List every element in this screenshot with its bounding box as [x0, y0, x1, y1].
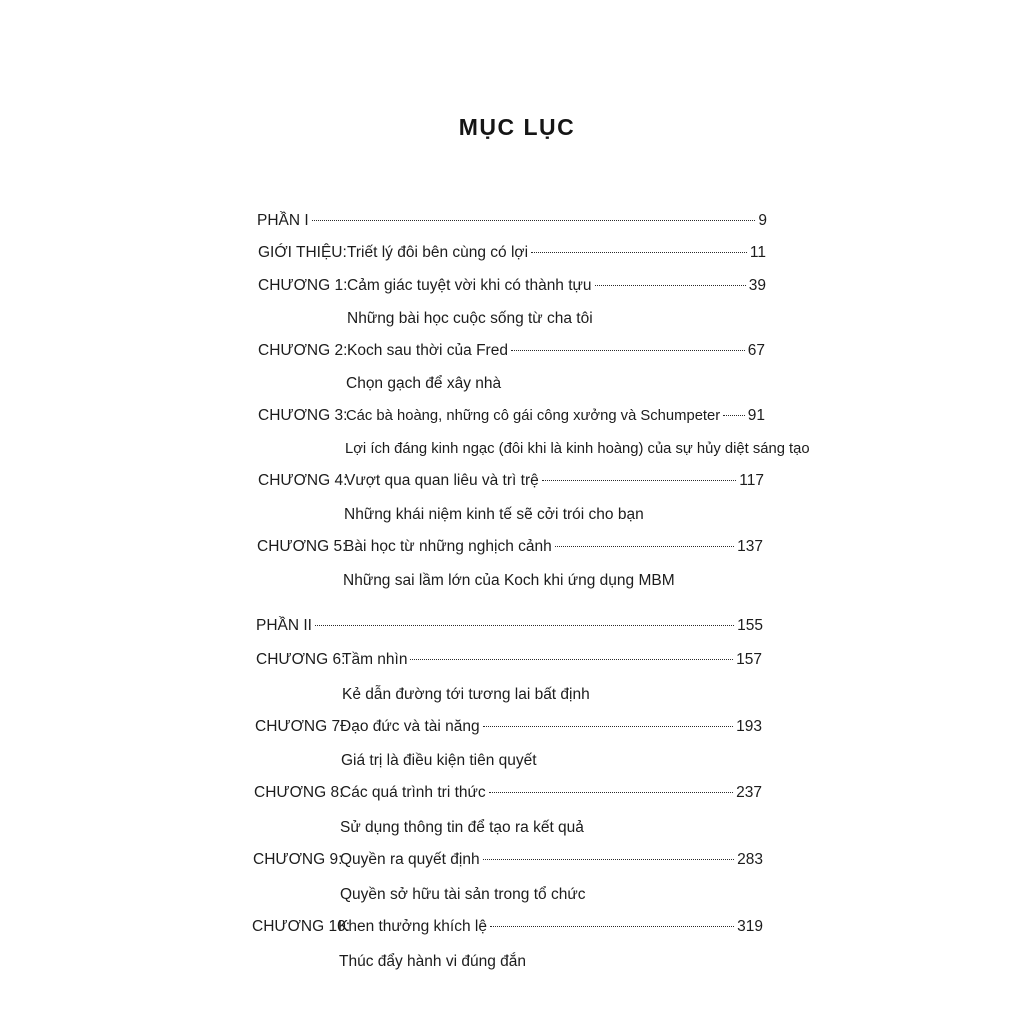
page-number: 283 [737, 851, 763, 868]
chapter-subtitle: Sử dụng thông tin để tạo ra kết quả [340, 819, 584, 836]
chapter-subtitle: Những bài học cuộc sống từ cha tôi [347, 310, 593, 327]
toc-chapter-9 [253, 849, 763, 871]
dot-leader [483, 726, 733, 727]
page-number: 155 [737, 617, 763, 634]
toc-chapter-3 [258, 405, 765, 427]
chapter-label: GIỚI THIỆU: [258, 244, 347, 261]
dot-leader [315, 625, 734, 626]
chapter-label: CHƯƠNG 6: [256, 651, 346, 668]
page-number: 9 [758, 212, 767, 229]
chapter-subtitle: Giá trị là điều kiện tiên quyết [341, 752, 537, 769]
toc-chapter-1 [258, 275, 766, 297]
dot-leader [312, 220, 756, 221]
toc-chapter-4 [258, 470, 764, 492]
chapter-subtitle: Quyền sở hữu tài sản trong tổ chức [340, 886, 586, 903]
chapter-subtitle: Chọn gạch để xây nhà [346, 375, 502, 392]
toc-entry [347, 340, 765, 362]
page-number: 117 [739, 472, 764, 489]
chapter-title: Vượt qua quan liêu và trì trệ [345, 472, 539, 489]
dot-leader [489, 792, 733, 793]
chapter-subtitle: Lợi ích đáng kinh ngạc (đôi khi là kinh hoàng) của sự hủy diệt sáng tạo [345, 441, 810, 457]
chapter-label: CHƯƠNG 9: [253, 851, 343, 868]
chapter-subtitle: Những sai lầm lớn của Koch khi ứng dụng MBM [343, 572, 675, 589]
dot-leader [410, 659, 733, 660]
dot-leader [542, 480, 737, 481]
chapter-label: CHƯƠNG 2: [258, 342, 348, 359]
toc-chapter-10 [252, 916, 763, 938]
page-number: 39 [748, 277, 766, 294]
toc-chapter-5 [257, 536, 763, 558]
dot-leader [555, 546, 734, 547]
toc-entry [347, 242, 766, 264]
page-number: 319 [737, 918, 763, 935]
chapter-title: Các bà hoàng, những cô gái công xưởng và Schumpeter [346, 408, 721, 424]
chapter-title: Đạo đức và tài năng [340, 718, 480, 735]
part-label: PHẦN I [257, 212, 309, 229]
chapter-title: Cảm giác tuyệt vời khi có thành tựu [347, 277, 592, 294]
toc-intro [258, 242, 766, 264]
page-number: 11 [749, 244, 766, 261]
toc-entry [342, 649, 762, 671]
chapter-subtitle: Kẻ dẫn đường tới tương lai bất định [342, 686, 590, 703]
dot-leader [490, 926, 734, 927]
toc-entry [345, 470, 764, 492]
chapter-label: CHƯƠNG 4: [258, 472, 348, 489]
page-title: MỤC LỤC [458, 114, 576, 140]
dot-leader [723, 415, 745, 416]
toc-entry [340, 849, 763, 871]
chapter-title: Bài học từ những nghịch cảnh [344, 538, 552, 555]
chapter-label: CHƯƠNG 8: [254, 784, 344, 801]
toc-entry [257, 210, 767, 232]
toc-chapter-6 [256, 649, 762, 671]
page-number: 91 [747, 407, 765, 424]
chapter-title: Quyền ra quyết định [340, 851, 480, 868]
toc-entry [340, 782, 762, 804]
chapter-title: Triết lý đôi bên cùng có lợi [347, 244, 529, 261]
toc-entry [347, 275, 766, 297]
toc-entry [344, 536, 763, 558]
toc-entry [338, 916, 763, 938]
chapter-subtitle: Thúc đẩy hành vi đúng đắn [339, 953, 526, 970]
chapter-title: Các quá trình tri thức [340, 784, 486, 801]
chapter-title: Tầm nhìn [342, 651, 408, 668]
chapter-title: Khen thưởng khích lệ [338, 918, 487, 935]
page-number: 193 [736, 718, 762, 735]
chapter-label: CHƯƠNG 7: [255, 718, 345, 735]
dot-leader [511, 350, 745, 351]
page-number: 157 [736, 651, 762, 668]
toc-chapter-2 [258, 340, 765, 362]
page-number: 237 [736, 784, 762, 801]
dot-leader [531, 252, 747, 253]
chapter-label: CHƯƠNG 1: [258, 277, 348, 294]
page-number: 137 [737, 538, 763, 555]
page-number: 67 [747, 342, 765, 359]
toc-chapter-8 [254, 782, 762, 804]
toc-entry [256, 615, 763, 637]
chapter-subtitle: Những khái niệm kinh tế sẽ cởi trói cho bạn [344, 506, 644, 523]
toc-entry [340, 716, 762, 738]
chapter-label: CHƯƠNG 5: [257, 538, 347, 555]
dot-leader [483, 859, 735, 860]
dot-leader [595, 285, 746, 286]
toc-part-2 [256, 615, 763, 637]
chapter-label: CHƯƠNG 10: [252, 918, 351, 935]
chapter-title: Koch sau thời của Fred [347, 342, 508, 359]
part-label: PHẦN II [256, 617, 312, 634]
toc-entry [346, 405, 765, 427]
toc-chapter-7 [255, 716, 762, 738]
toc-part-1 [257, 210, 767, 232]
chapter-label: CHƯƠNG 3: [258, 407, 348, 424]
